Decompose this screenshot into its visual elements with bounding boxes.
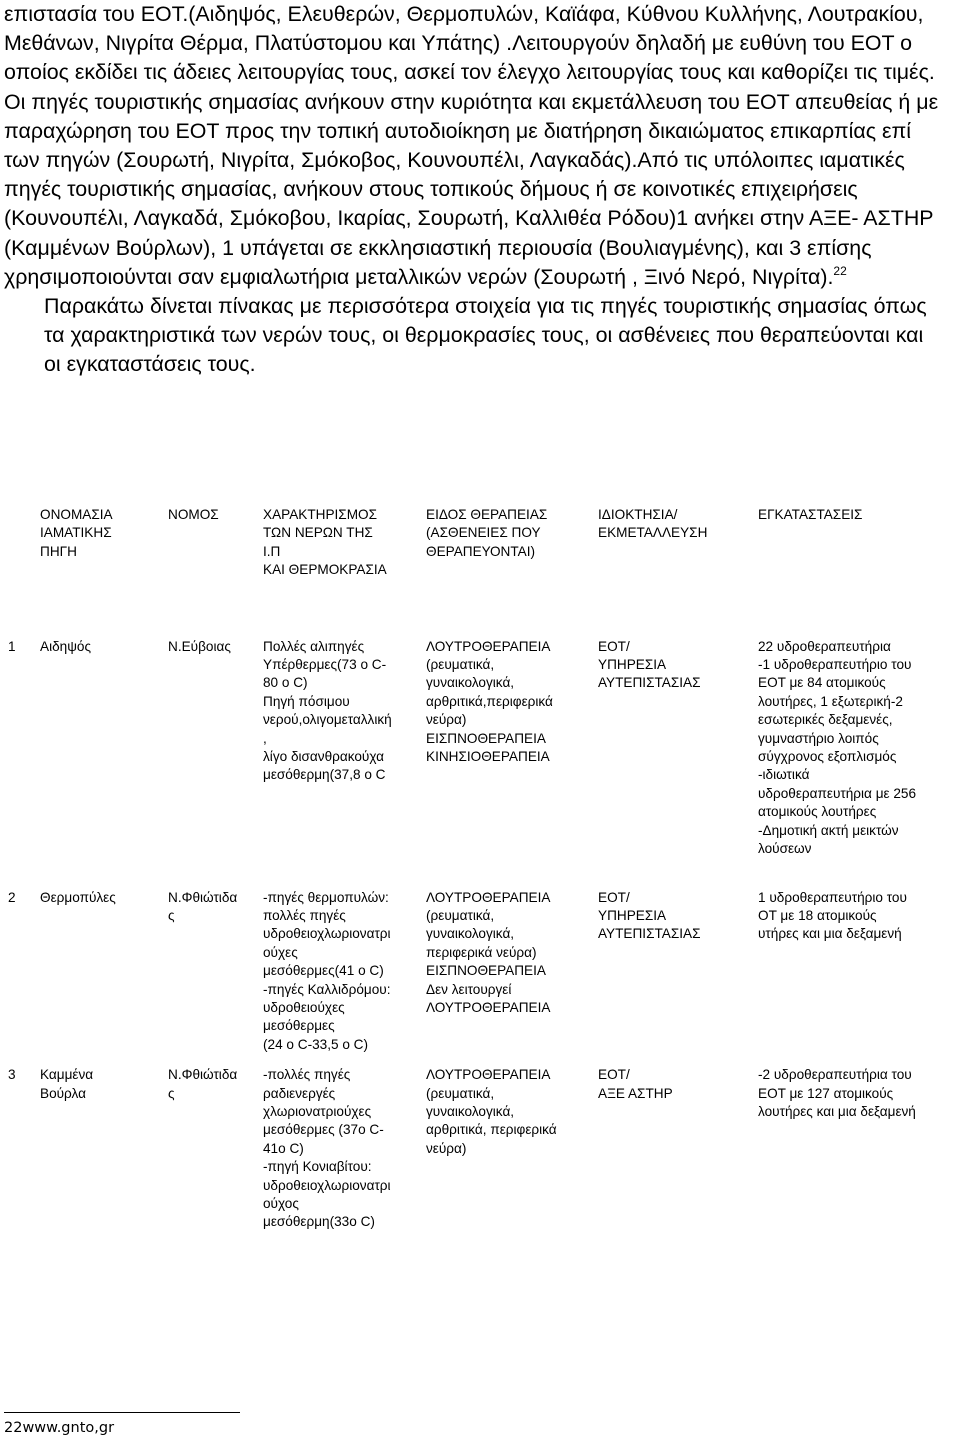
spring-nomos: Ν.Φθιώτιδα ς	[168, 889, 238, 923]
header-nomos: ΝΟΜΟΣ	[168, 507, 219, 522]
row-number: 2	[8, 889, 16, 905]
spring-therapy: ΛΟΥΤΡΟΘΕΡΑΠΕΙΑ (ρευματικά, γυναικολογικά, αρθριτικά, περιφερικά νεύρα)	[426, 1067, 557, 1156]
spring-characterization: -πολλές πηγές ραδιενεργές χλωριονατριούχες μεσόθερμες (37ο C- 41ο C) -πηγή Κονιαβίτου: υδροθειοχλωριονατρι ούχος μεσόθερμη(33ο C)	[263, 1067, 391, 1230]
spring-name: Αιδηψός	[40, 638, 92, 654]
spring-facilities: -2 υδροθεραπευτήρια του ΕΟΤ με 127 ατομικούς λουτήρες και μια δεξαμενή	[758, 1067, 916, 1119]
table-row	[4, 1066, 940, 1232]
spring-ownership: ΕΟΤ/ ΥΠΗΡΕΣΙΑ ΑΥΤΕΠΙΣΤΑΣΙΑΣ	[598, 889, 701, 942]
header-therapy: ΕΙΔΟΣ ΘΕΡΑΠΕΙΑΣ (ΑΣΘΕΝΕΙΕΣ ΠΟΥ ΘΕΡΑΠΕΥΟΝΤΑΙ)	[426, 507, 548, 559]
intro-text	[4, 0, 944, 380]
footnote-reference: 22	[833, 263, 847, 278]
footnote: 22www.gnto,gr	[4, 1420, 115, 1436]
spring-ownership: ΕΟΤ/ ΥΠΗΡΕΣΙΑ ΑΥΤΕΠΙΣΤΑΣΙΑΣ	[598, 638, 701, 691]
intro-paragraph: επιστασία του ΕΟΤ.(Αιδηψός, Ελευθερών, Θερμοπυλών, Καϊάφα, Κύθνου Κυλλήνης, Λουτρακίου, Μεθάνων, Νιγρίτα Θέρμα, Πλατύστομου και Υπάτης) .Λειτουργούν δηλαδή με ευθύνη του ΕΟΤ ο οποίος εκδίδει τις άδειες λειτουργίας τους, ασκεί τον έλεγχο λειτουργίας τους και καθορίζει τις τιμές. Οι πηγές τουριστικής σημασίας ανήκουν στην κυριότητα και εκμετάλλευση του ΕΟΤ απευθείας ή με παραχώρηση του ΕΟΤ προς την τοπική αυτοδιοίκηση με διατήρηση δικαιώματος επικαρπίας επί των πηγών (Σουρωτή, Νιγρίτα, Σμόκοβος, Κουνουπέλι, Λαγκαδάς).Από τις υπόλοιπες ιαματικές πηγές τουριστικής σημασίας, ανήκουν στους τοπικούς δήμους ή σε κοινοτικές επιχειρήσεις (Κουνουπέλι, Λαγκαδά, Σμόκοβου, Ικαρίας, Σουρωτή, Καλλιθέα Ρόδου)1 ανήκει στην ΑΞΕ- ΑΣΤΗΡ (Καμμένων Βούρλων), 1 υπάγεται σε εκκλησιαστική περιουσία (Βουλιαγμένης), και 3 επίσης χρησιμοποιούνται σαν εμφιαλωτήρια μεταλλικών νερών (Σουρωτή , Ξινό Νερό, Νιγρίτα).$^{22}$	[4, 2, 939, 289]
header-characterization: ΧΑΡΑΚΤΗΡΙΣΜΟΣ ΤΩΝ ΝΕΡΩΝ ΤΗΣ Ι.Π ΚΑΙ ΘΕΡΜΟΚΡΑΣΙΑ	[263, 507, 387, 578]
header-number	[4, 506, 36, 590]
spring-characterization: -πηγές θερμοπυλών: πολλές πηγές υδροθειοχλωριονατρι ούχες μεσόθερμες(41 ο C) -πηγές Καλλιδρόμου: υδροθειούχες μεσόθερμες (24 ο C-33,5 ο C)	[263, 889, 391, 1052]
table-row	[4, 638, 940, 859]
thermal-springs-table	[4, 506, 940, 1232]
spring-therapy: ΛΟΥΤΡΟΘΕΡΑΠΕΙΑ (ρευματικά, γυναικολογικά, αρθριτικά,περιφερικά νεύρα) ΕΙΣΠΝΟΘΕΡΑΠΕΙΑ ΚΙΝΗΣΙΟΘΕΡΑΠΕΙΑ	[426, 638, 553, 765]
spring-characterization: Πολλές αλιπηγές Υπέρθερμες(73 ο C- 80 ο C) Πηγή πόσιμου νερού,ολιγομεταλλική , λίγο δισανθρακούχα μεσόθερμη(37,8 ο C	[263, 638, 392, 783]
header-ownership: ΙΔΙΟΚΤΗΣΙΑ/ ΕΚΜΕΤΑΛΛΕΥΣΗ	[598, 507, 708, 541]
table-row	[4, 889, 940, 1055]
spring-facilities: 1 υδροθεραπευτήριο του ΟΤ με 18 ατομικούς υτήρες και μια δεξαμενή	[758, 889, 907, 942]
spring-nomos: Ν.Εύβοιας	[168, 638, 231, 654]
table-introduction: Παρακάτω δίνεται πίνακας με περισσότερα στοιχεία για τις πηγές τουριστικής σημασίας όπως τα χαρακτηριστικά των νερών τους, οι θερμοκρασίες τους, οι ασθένειες που θεραπεύονται και οι εγκαταστάσεις τους.	[44, 294, 927, 377]
spring-nomos: Ν.Φθιώτιδα ς	[168, 1067, 238, 1101]
header-facilities: ΕΓΚΑΤΑΣΤΑΣΕΙΣ	[758, 507, 863, 522]
spring-name: Καμμένα Βούρλα	[40, 1067, 94, 1101]
row-number: 1	[8, 638, 16, 654]
table-header-row	[4, 506, 940, 590]
spring-ownership: ΕΟΤ/ ΑΞΕ ΑΣΤΗΡ	[598, 1067, 673, 1101]
footnote-divider	[4, 1412, 240, 1413]
row-number: 3	[8, 1067, 16, 1083]
spring-facilities: 22 υδροθεραπευτήρια -1 υδροθεραπευτήριο του ΕΟΤ με 84 ατομικούς λουτήρες, 1 εξωτερική-2 εσωτερικές δεξαμενές, γυμναστήριο λοιπός σύγχρονος εξοπλισμός -ιδιωτικά υδροθεραπευτήρια με 256 ατομικούς λουτήρες -Δημοτική ακτή μεικτών λούσεων	[758, 638, 917, 857]
header-name: ΟΝΟΜΑΣΙΑ ΙΑΜΑΤΙΚΗΣ ΠΗΓΗ	[40, 507, 113, 559]
spring-name: Θερμοπύλες	[40, 889, 116, 905]
spring-therapy: ΛΟΥΤΡΟΘΕΡΑΠΕΙΑ (ρευματικά, γυναικολογικά, περιφερικά νεύρα) ΕΙΣΠΝΟΘΕΡΑΠΕΙΑ Δεν λειτουργεί ΛΟΥΤΡΟΘΕΡΑΠΕΙΑ	[426, 889, 551, 1015]
